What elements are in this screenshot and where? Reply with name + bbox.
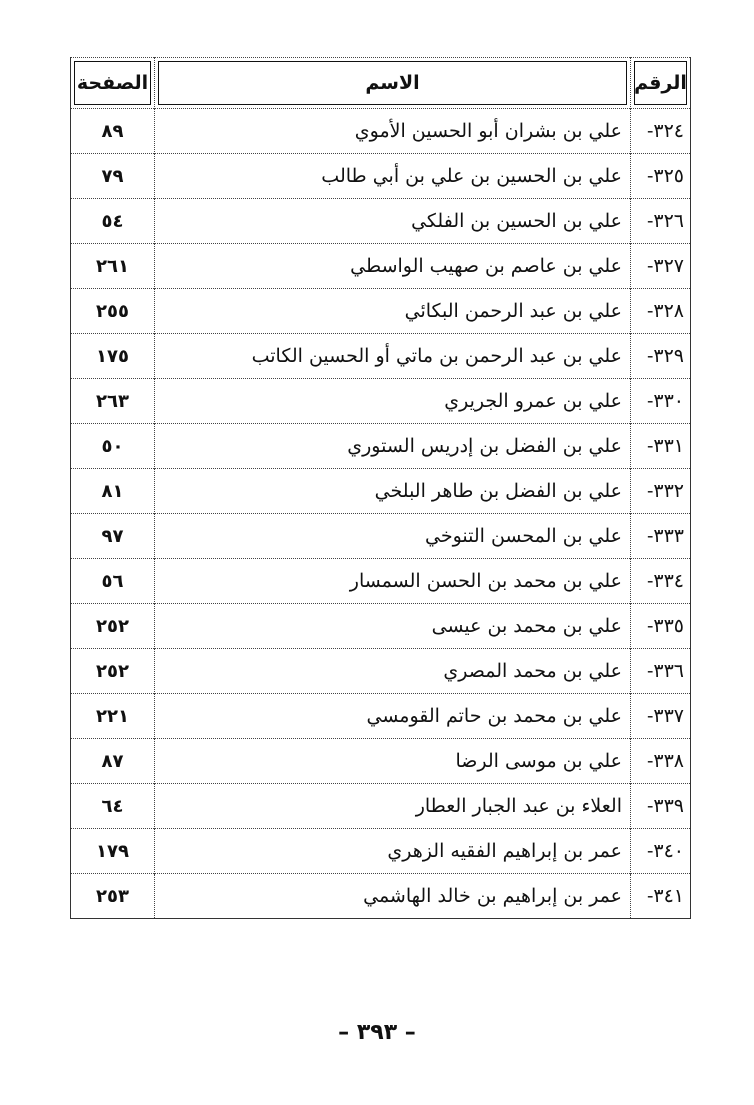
- entry-name: علي بن المحسن التنوخي: [155, 514, 631, 559]
- entry-page: ٩٧: [71, 514, 155, 559]
- table-row: [71, 514, 691, 559]
- entry-name: علي بن محمد بن الحسن السمسار: [155, 559, 631, 604]
- entry-page: ٨١: [71, 469, 155, 514]
- entry-number: ٣٢٧-: [631, 244, 691, 289]
- entry-number: ٣٢٤-: [631, 109, 691, 154]
- table-row: [71, 469, 691, 514]
- entry-number: ٣٢٨-: [631, 289, 691, 334]
- entry-name: علي بن عاصم بن صهيب الواسطي: [155, 244, 631, 289]
- entry-name: عمر بن إبراهيم الفقيه الزهري: [155, 829, 631, 874]
- entry-page: ٥٠: [71, 424, 155, 469]
- entry-page: ٧٩: [71, 154, 155, 199]
- table-row: [71, 244, 691, 289]
- entry-number: ٣٢٥-: [631, 154, 691, 199]
- table-row: [71, 289, 691, 334]
- header-number-label: الرقم: [634, 61, 687, 105]
- table-row: [71, 874, 691, 919]
- entry-page: ٢٥٢: [71, 649, 155, 694]
- table-header-row: [71, 58, 691, 109]
- entry-number: ٣٣٥-: [631, 604, 691, 649]
- entry-number: ٣٣٦-: [631, 649, 691, 694]
- entry-name: عمر بن إبراهيم بن خالد الهاشمي: [155, 874, 631, 919]
- entry-page: ٨٩: [71, 109, 155, 154]
- table-row: [71, 694, 691, 739]
- entry-number: ٣٤٠-: [631, 829, 691, 874]
- table-row: [71, 379, 691, 424]
- table-row: [71, 424, 691, 469]
- entry-name: علي بن عبد الرحمن البكائي: [155, 289, 631, 334]
- entry-page: ٢٦١: [71, 244, 155, 289]
- entry-number: ٣٣٩-: [631, 784, 691, 829]
- table-row: [71, 604, 691, 649]
- table-row: [71, 784, 691, 829]
- entry-name: علي بن عمرو الجريري: [155, 379, 631, 424]
- entry-number: ٣٢٩-: [631, 334, 691, 379]
- entry-page: ٨٧: [71, 739, 155, 784]
- entry-page: ١٧٥: [71, 334, 155, 379]
- header-name-label: الاسم: [158, 61, 627, 105]
- entry-name: علي بن عبد الرحمن بن ماتي أو الحسين الكاتب: [155, 334, 631, 379]
- entry-number: ٣٣٣-: [631, 514, 691, 559]
- index-table-container: [70, 57, 691, 919]
- index-table: [70, 57, 691, 919]
- entry-number: ٣٤١-: [631, 874, 691, 919]
- entry-name: علي بن الفضل بن إدريس الستوري: [155, 424, 631, 469]
- table-row: [71, 334, 691, 379]
- table-row: [71, 109, 691, 154]
- table-row: [71, 649, 691, 694]
- entry-number: ٣٣٤-: [631, 559, 691, 604]
- entry-number: ٣٣٢-: [631, 469, 691, 514]
- table-row: [71, 154, 691, 199]
- header-number-cell: [631, 58, 691, 109]
- entry-number: ٣٣١-: [631, 424, 691, 469]
- entry-page: ٥٦: [71, 559, 155, 604]
- entry-name: علي بن الحسين بن علي بن أبي طالب: [155, 154, 631, 199]
- entry-page: ١٧٩: [71, 829, 155, 874]
- entry-page: ٦٤: [71, 784, 155, 829]
- entry-page: ٢٥٢: [71, 604, 155, 649]
- entry-number: ٣٣٠-: [631, 379, 691, 424]
- entry-name: علي بن محمد بن عيسى: [155, 604, 631, 649]
- entry-name: علي بن الفضل بن طاهر البلخي: [155, 469, 631, 514]
- table-row: [71, 559, 691, 604]
- page-number: – ٣٩٣ –: [338, 1020, 416, 1045]
- entry-name: علي بن الحسين بن الفلكي: [155, 199, 631, 244]
- entry-name: علي بن موسى الرضا: [155, 739, 631, 784]
- header-name-cell: [155, 58, 631, 109]
- entry-name: علي بن محمد المصري: [155, 649, 631, 694]
- entry-page: ٢٥٣: [71, 874, 155, 919]
- entry-name: علي بن محمد بن حاتم القومسي: [155, 694, 631, 739]
- table-row: [71, 199, 691, 244]
- entry-name: العلاء بن عبد الجبار العطار: [155, 784, 631, 829]
- entry-number: ٣٢٦-: [631, 199, 691, 244]
- table-row: [71, 829, 691, 874]
- entry-number: ٣٣٧-: [631, 694, 691, 739]
- entry-number: ٣٣٨-: [631, 739, 691, 784]
- entry-page: ٢٦٣: [71, 379, 155, 424]
- entry-page: ٢٢١: [71, 694, 155, 739]
- table-row: [71, 739, 691, 784]
- entry-page: ٥٤: [71, 199, 155, 244]
- header-page-label: الصفحة: [74, 61, 151, 105]
- entry-page: ٢٥٥: [71, 289, 155, 334]
- header-page-cell: [71, 58, 155, 109]
- entry-name: علي بن بشران أبو الحسين الأموي: [155, 109, 631, 154]
